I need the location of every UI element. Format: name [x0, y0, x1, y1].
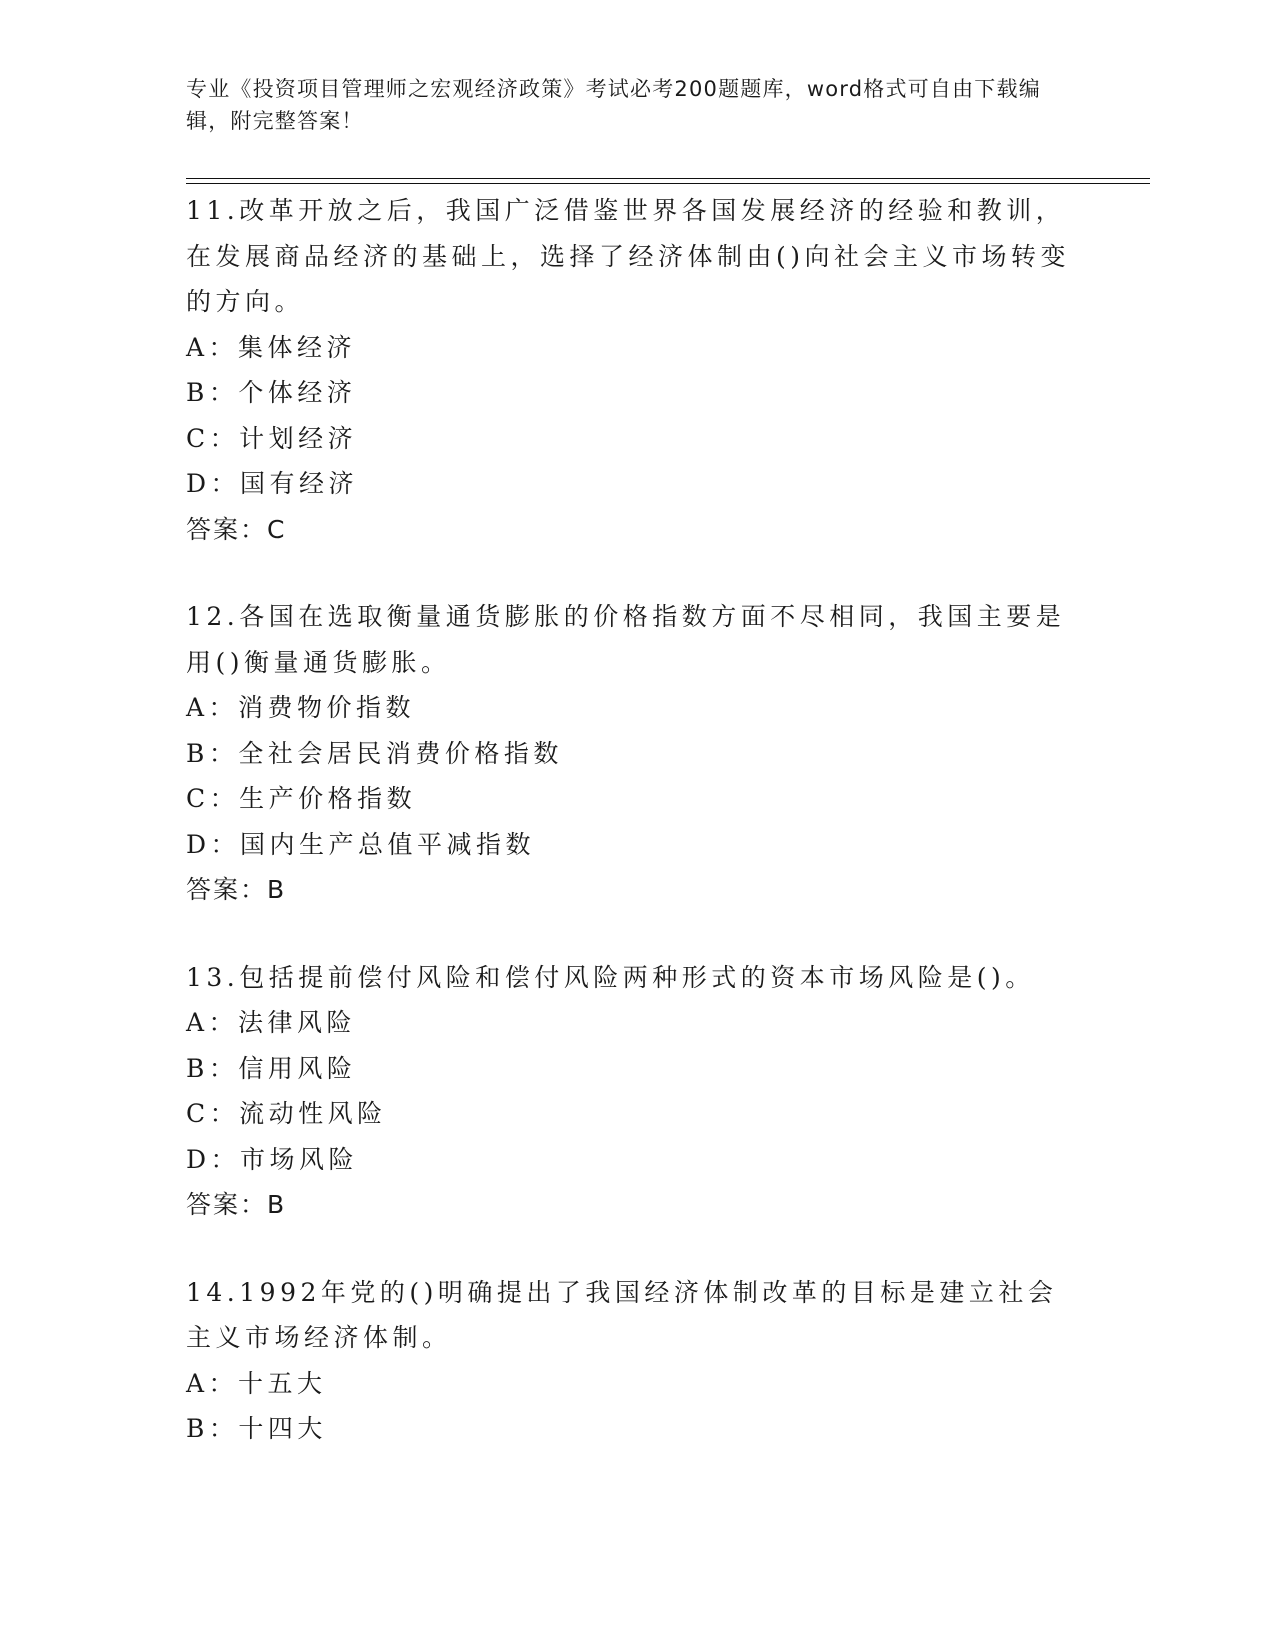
- question-list: [186, 188, 1086, 1494]
- answer-line: 答案：C: [186, 514, 287, 544]
- question-11: [186, 188, 1086, 552]
- option-a: A：消费物价指数: [186, 693, 416, 722]
- answer-line: 答案：B: [186, 875, 287, 904]
- option-c: C：计划经济: [186, 423, 358, 453]
- option-d: D：市场风险: [186, 1144, 359, 1174]
- option-b: B：全社会居民消费价格指数: [186, 738, 563, 768]
- option-c: C：流动性风险: [186, 1099, 387, 1128]
- option-b: B：个体经济: [186, 378, 357, 407]
- question-stem: 12.各国在选取衡量通货膨胀的价格指数方面不尽相同，我国主要是用()衡量通货膨胀。: [186, 602, 1066, 677]
- question-stem: 14.1992年党的()明确提出了我国经济体制改革的目标是建立社会主义市场经济体制。: [186, 1277, 1058, 1352]
- header-divider-top: [186, 178, 1150, 179]
- option-a: A：十五大: [186, 1368, 327, 1398]
- option-b: B：信用风险: [186, 1053, 357, 1083]
- question-stem: 13.包括提前偿付风险和偿付风险两种形式的资本市场风险是()。: [186, 962, 1035, 992]
- option-b: B：十四大: [186, 1414, 327, 1443]
- option-a: A：法律风险: [186, 1008, 357, 1037]
- option-c: C：生产价格指数: [186, 784, 417, 813]
- answer-line: 答案：B: [186, 1190, 287, 1219]
- option-d: D：国有经济: [186, 469, 359, 498]
- question-stem: 11.改革开放之后，我国广泛借鉴世界各国发展经济的经验和教训，在发展商品经济的基础上，选择了经济体制由()向社会主义市场转变的方向。: [186, 196, 1071, 316]
- option-d: D：国内生产总值平减指数: [186, 829, 536, 859]
- page-header: 专业《投资项目管理师之宏观经济政策》考试必考200题题库，word格式可自由下载编辑，附完整答案！: [186, 77, 1041, 133]
- header-divider-bottom: [186, 183, 1150, 184]
- question-14: [186, 1270, 1086, 1452]
- question-12: [186, 594, 1086, 913]
- question-13: [186, 955, 1086, 1228]
- option-a: A：集体经济: [186, 332, 357, 362]
